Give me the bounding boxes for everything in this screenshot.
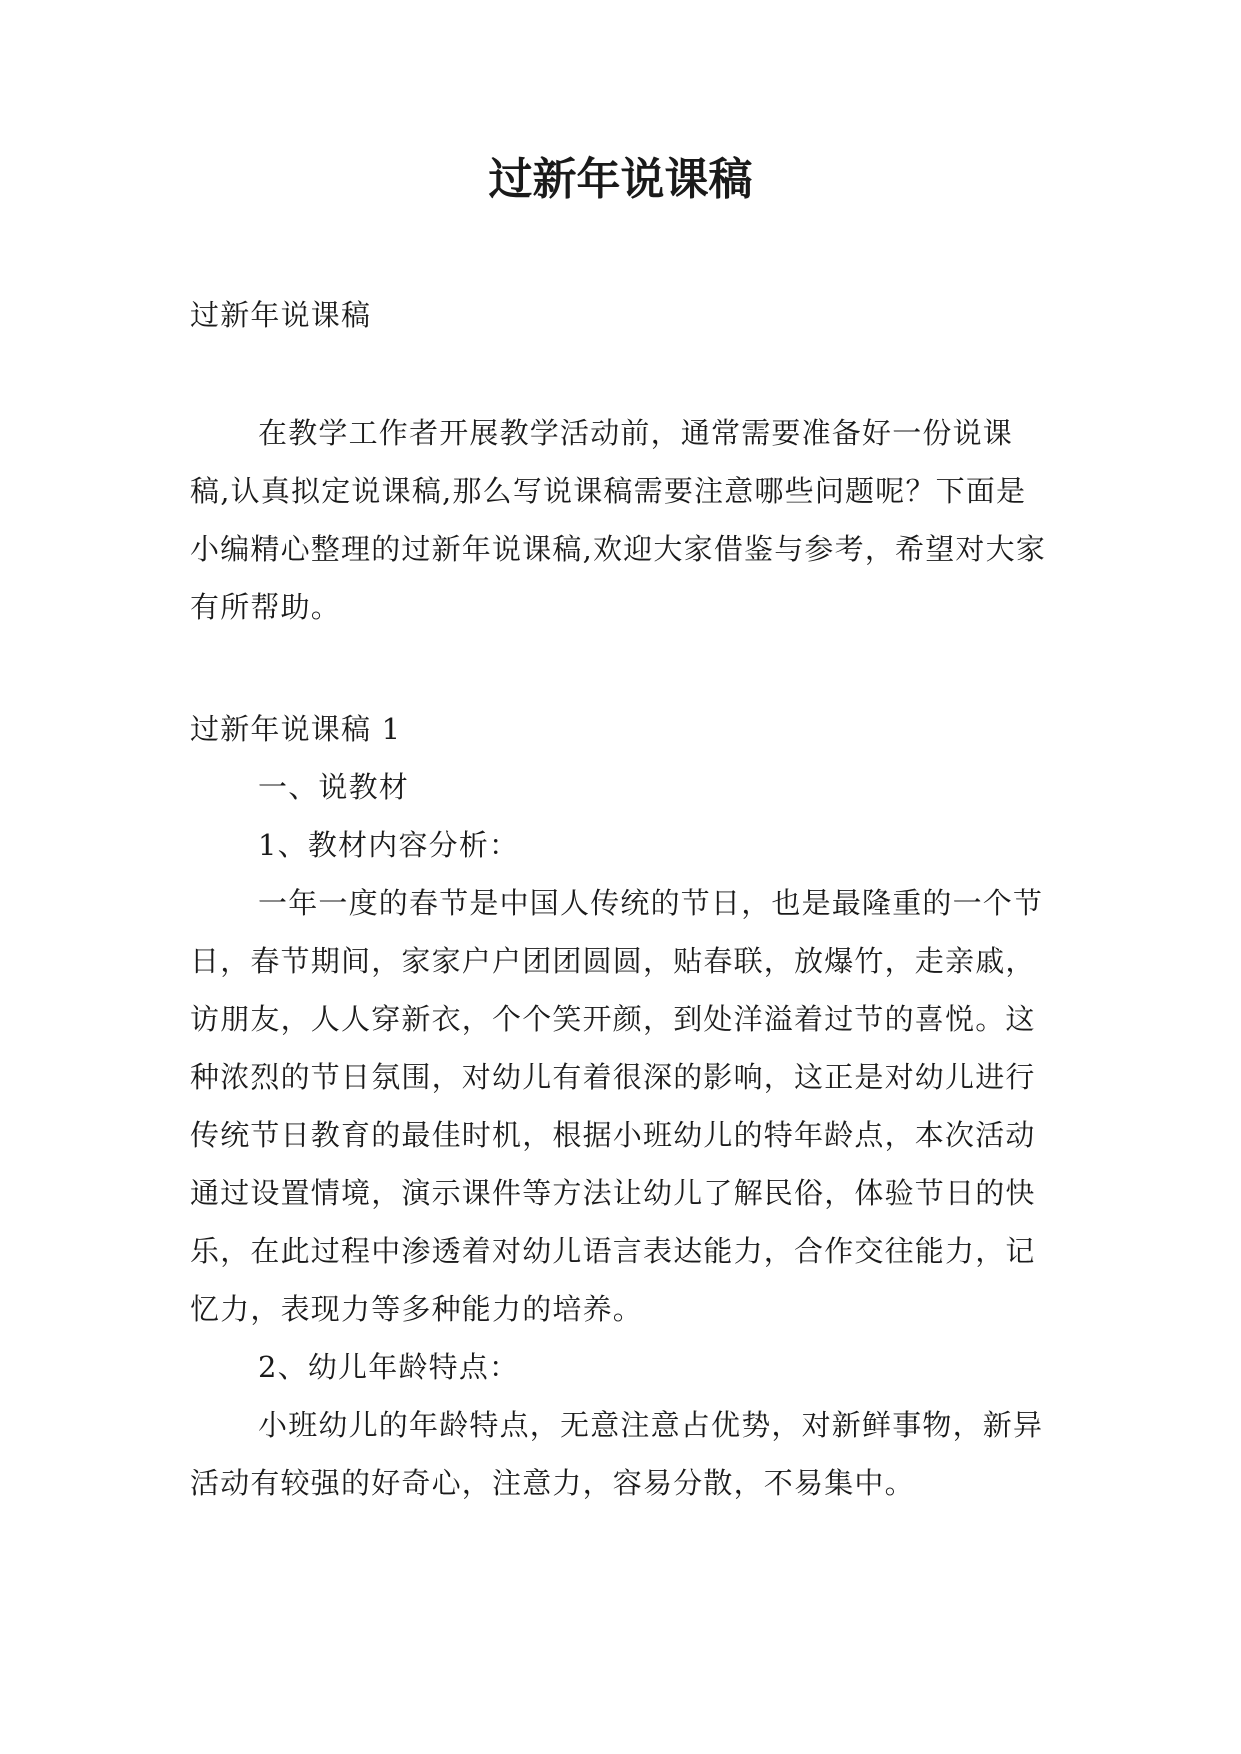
intro-paragraph: 在教学工作者开展教学活动前，通常需要准备好一份说课稿,认真拟定说课稿,那么写说课稿需要注意哪些问题呢？下面是小编精心整理的过新年说课稿,欢迎大家借鉴与参考，希望对大家有所帮助。 [190, 416, 1047, 624]
section-heading: 过新年说课稿 1 [190, 712, 402, 746]
section-1 [190, 700, 1052, 1512]
document-subtitle: 过新年说课稿 [190, 298, 372, 332]
item-heading-content-analysis: 1、教材内容分析： [258, 828, 520, 862]
item-heading-age-features: 2、幼儿年龄特点： [258, 1350, 520, 1384]
document-title: 过新年说课稿 [488, 154, 753, 205]
age-features-paragraph: 小班幼儿的年龄特点，无意注意占优势，对新鲜事物，新异活动有较强的好奇心，注意力，容易分散，不易集中。 [190, 1408, 1044, 1500]
content-analysis-paragraph: 一年一度的春节是中国人传统的节日，也是最隆重的一个节日，春节期间，家家户户团团圆圆，贴春联，放爆竹，走亲戚，访朋友，人人穿新衣，个个笑开颜，到处洋溢着过节的喜悦。这种浓烈的节日氛围，对幼儿有着很深的影响，这正是对幼儿进行传统节日教育的最佳时机，根据小班幼儿的特年龄点，本次活动通过设置情境，演示课件等方法让幼儿了解民俗，体验节日的快乐，在此过程中渗透着对幼儿语言表达能力，合作交往能力，记忆力，表现力等多种能力的培养。 [190, 886, 1044, 1326]
part-heading-textbook: 一、说教材 [258, 770, 410, 804]
